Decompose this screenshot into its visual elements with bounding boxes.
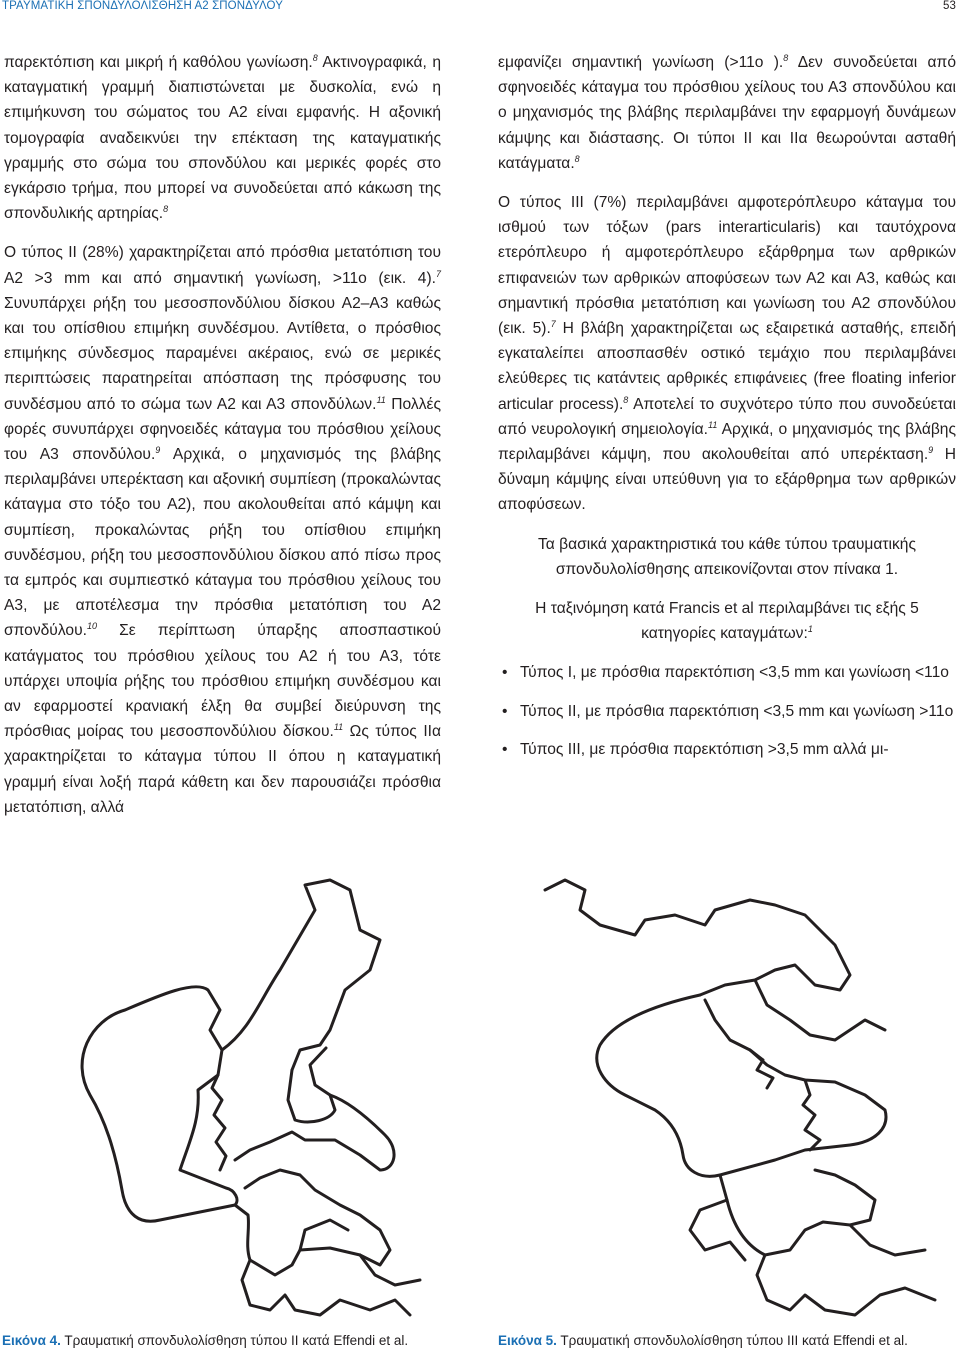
paragraph [4, 50, 441, 226]
citation[interactable]: 9 [928, 445, 934, 456]
figure-5-drawing [505, 870, 945, 1320]
figure-4-caption [2, 1332, 408, 1350]
citation[interactable]: 11 [708, 419, 718, 430]
text-run: παρεκτόπιση και μικρή ή καθόλου γωνίωση. [4, 54, 313, 71]
text-run: Αρχικά, ο μηχανισμός της βλάβης περιλαμβάνει κάμψη, που ακολουθείται από υπερέκταση. [498, 420, 956, 464]
list-item: • Τύπος ΙΙ, με πρόσθια παρεκτόπιση <3,5 mm και γωνίωση >11ο [520, 699, 956, 724]
text-run: Ακτινογραφικά, η καταγματική γραμμή διαπιστώνεται με δυσκολία, ενώ η επιμήκυνση του σώματος του Α2 είναι εμφανής. Η αξονική τομογραφία αναδεικνύει την επέκταση της καταγματικής γραμμής στο σώμα του σπονδύλου και μερικές φορές στο εγκάρσιο τρήμα, που μπορεί να συνοδεύεται από κάκωση της σπονδυλικής αρτηρίας. [4, 54, 442, 223]
citation[interactable]: 10 [86, 621, 97, 632]
text-run: Ο τύπος ΙΙ (28%) χαρακτηρίζεται από πρόσθια μετατόπιση του Α2 >3 mm και από σημαντική γωνίωση, >11ο (εικ. 4). [4, 244, 441, 287]
text-run: εμφανίζει σημαντική γωνίωση (>11ο ). [498, 54, 784, 71]
text-run: Δεν συνοδεύεται από σφηνοειδές κάταγμα του πρόσθιου χείλους του Α3 σπονδύλου και ο μηχανισμός της βλάβης περιλαμβάνει την εφαρμογή δυνάμεων κάμψης και διάστασης. Οι τύποι ΙΙ και ΙΙα θεωρούνται ασταθή κατάγματα. [498, 54, 956, 172]
figure-label: Εικόνα 5. [498, 1333, 557, 1348]
citation[interactable]: 11 [376, 394, 386, 405]
list-item: • Τύπος ΙΙΙ, με πρόσθια παρεκτόπιση >3,5 mm αλλά μι- [520, 737, 956, 762]
caption-text: Τραυματική σπονδυλολίσθηση τύπου ΙΙ κατά Effendi et al. [60, 1333, 409, 1348]
citation[interactable]: 7 [435, 268, 441, 279]
running-title: ΤΡΑΥΜΑΤΙΚΗ ΣΠΟΝΔΥΛΟΛΙΣΘΗΣΗ Α2 ΣΠΟΝΔΥΛΟΥ [2, 0, 283, 12]
spine-drawing-type-3 [505, 870, 945, 1320]
citation[interactable]: 8 [623, 394, 629, 405]
text-run: Αρχικά, ο μηχανισμός της βλάβης περιλαμβάνει υπερέκταση και αξονική συμπίεση (προκαλώντας κάταγμα στο τόξο του Α2), που ακολουθείται από κάμψη και συμπίεση, προκαλώντας ρήξη του οπίσθιου επιμήκη συνδέσμου, ρήξη του μεσοσπονδύλιου δίσκου από πίσω προς τα εμπρός και συμπιεστκό κάταγμα του πρόσθιου χείλους του Α3, με αποτέλεσμα την πρόσθια μετατόπιση του Α2 σπονδύλου. [4, 446, 441, 640]
text-run: Πολλές φορές συνυπάρχει σφηνοειδές κάταγμα του πρόσθιου χείλους του Α3 σπονδύλου. [4, 395, 441, 464]
paragraph-table-reference [498, 532, 956, 582]
text-run: Η βλάβη χαρακτηρίζεται ως εξαιρετικά ασταθής, επειδή εγκαταλείπει αποσπασθέν οστικό τεμάχιο που περιλαμβάνει ελεύθερες τις κατάντεις αρθρικές επιφάνειες (free floating inferior articular process). [498, 320, 956, 413]
right-column [498, 50, 956, 775]
citation[interactable]: 11 [333, 722, 344, 733]
citation[interactable]: 7 [550, 319, 556, 330]
citation[interactable]: 8 [574, 153, 580, 164]
text-run: Αποτελεί το συχνότερο τύπο που συνοδεύεται από νευρολογική σημειολογία. [498, 395, 956, 438]
paragraph [498, 50, 956, 176]
paragraph [4, 240, 441, 820]
citation[interactable]: 8 [312, 53, 318, 63]
citation[interactable]: 8 [783, 53, 789, 63]
text-run: Συνυπάρχει ρήξη του μεσοσπονδύλιου δίσκου Α2–Α3 καθώς και του οπίσθιου επιμήκη συνδέσμου. Αντίθετα, ο πρόσθιος επιμήκης σύνδεσμος παραμένει ακέραιος, ενώ σε μερικές περιπτώσεις παρατηρείται απόσπαση της πρόσφυσης του συνδέσμου από το σώμα των Α2 και Α3 σπονδύλων. [4, 294, 441, 413]
figure-5-caption [498, 1332, 908, 1350]
text-run: Η ταξινόμηση κατά Francis et al περιλαμβάνει τις εξής 5 κατηγορίες καταγμάτων: [535, 600, 919, 643]
caption-text: Τραυματική σπονδυλολίσθηση τύπου ΙΙΙ κατά Effendi et al. [556, 1333, 908, 1348]
paragraph-classification [498, 596, 956, 646]
citation[interactable]: 8 [163, 204, 169, 215]
text-run: Τα βασικά χαρακτηριστικά του κάθε τύπου τραυματικής σπονδυλολίσθησης απεικονίζονται στον πίνακα 1. [537, 535, 916, 578]
figure-4-drawing [30, 870, 450, 1320]
paragraph [498, 190, 956, 518]
type-list [498, 660, 956, 762]
left-column [4, 50, 441, 834]
text-run: Ως τύπος ΙΙα χαρακτηρίζεται το κάταγμα τύπου ΙΙ όπου η καταγματική γραμμή είναι λοξή παρά κάθετη και δεν παρουσιάζει πρόσθια μετατόπιση, αλλά [4, 723, 442, 816]
citation[interactable]: 1 [807, 624, 813, 635]
page-number: 53 [943, 0, 956, 12]
text-run: Σε περίπτωση ύπαρξης αποσπαστικού κατάγματος του πρόσθιου χείλους του Α2 ή του Α3, τότε υπάρχει υποψία ρήξης του πρόσθιου επιμήκη συνδέσμου και αν εφαρμοστεί κρανιακή έλξη θα συμβεί διεύρυνση της πρόσθιας μοίρας του μεσοσπονδύλιου δίσκου. [4, 622, 441, 741]
figure-label: Εικόνα 4. [2, 1333, 61, 1348]
text-run: Η δύναμη κάμψης είναι υπεύθυνη για το εξάρθρημα των αρθρικών αποφύσεων. [498, 446, 956, 514]
citation[interactable]: 9 [155, 445, 161, 456]
spine-drawing-type-2 [30, 870, 450, 1320]
text-run: Ο τύπος ΙΙΙ (7%) περιλαμβάνει αμφοτερόπλευρο κάταγμα του ισθμού των τόξων (pars interarticularis) και ταυτόχρονα ετερόπλευρο ή αμφοτερόπλευρο εξάρθρημα των αρθρικών επιφανειών των αρθρικών αποφύσεων των Α2 και Α3, καθώς και σημαντική πρόσθια μετατόπιση και γωνίωση του Α2 σπονδύλου (εικ. 5). [498, 194, 956, 338]
running-header [0, 0, 960, 20]
list-item: • Τύπος Ι, με πρόσθια παρεκτόπιση <3,5 mm και γωνίωση <11ο [520, 660, 956, 685]
